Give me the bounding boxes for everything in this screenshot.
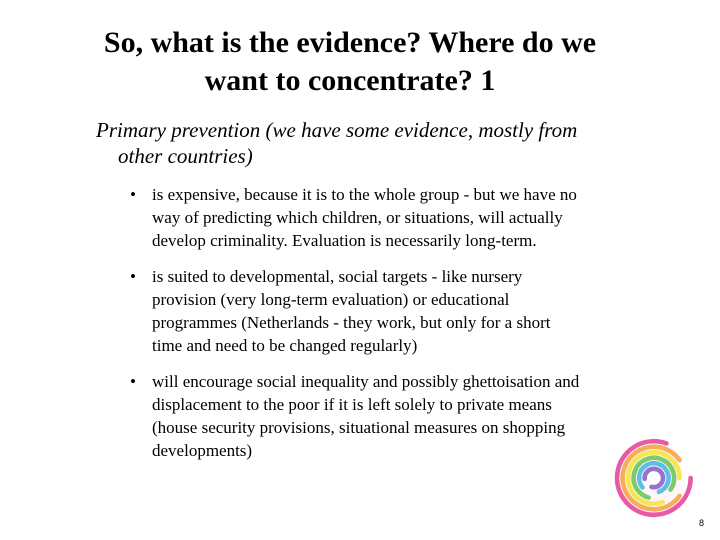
bullet-dot-icon: • [130, 267, 136, 286]
bullet-text-line: developments) [152, 441, 253, 460]
bullet-text-line: is expensive, because it is to the whole group - but we have no [152, 185, 577, 204]
subheading-line-2: other countries) [118, 144, 253, 168]
bullet-item [126, 265, 686, 357]
bullet-text-line: displacement to the poor if it is left solely to private means [152, 395, 552, 414]
bullet-text-line: develop criminality. Evaluation is necessarily long-term. [152, 231, 537, 250]
section-subheading [96, 117, 676, 169]
bullet-dot-icon: • [130, 372, 136, 391]
bullet-item [126, 370, 686, 462]
bullet-text-line: (house security provisions, situational measures on shopping [152, 418, 566, 437]
bullet-text-line: way of predicting which children, or situations, will actually [152, 208, 563, 227]
slide-title [40, 24, 660, 100]
page-number: 8 [698, 518, 704, 528]
bullet-text-line: is suited to developmental, social targets - like nursery [152, 267, 523, 286]
bullet-text-line: time and need to be changed regularly) [152, 336, 418, 355]
bullet-text-line: will encourage social inequality and possibly ghettoisation and [152, 372, 580, 391]
bullet-text-line: programmes (Netherlands - they work, but only for a short [152, 313, 551, 332]
bullet-item [126, 183, 686, 252]
bullet-list [126, 183, 686, 462]
title-line-2: want to concentrate? 1 [204, 64, 496, 97]
bullet-dot-icon: • [130, 185, 136, 204]
bullet-text-line: provision (very long-term evaluation) or educational [152, 290, 510, 309]
subheading-line-1: Primary prevention (we have some evidence, mostly from [96, 118, 578, 142]
title-line-1: So, what is the evidence? Where do we [103, 26, 597, 59]
logo-center [649, 473, 658, 482]
rainbow-swirl-logo-icon [606, 432, 698, 524]
